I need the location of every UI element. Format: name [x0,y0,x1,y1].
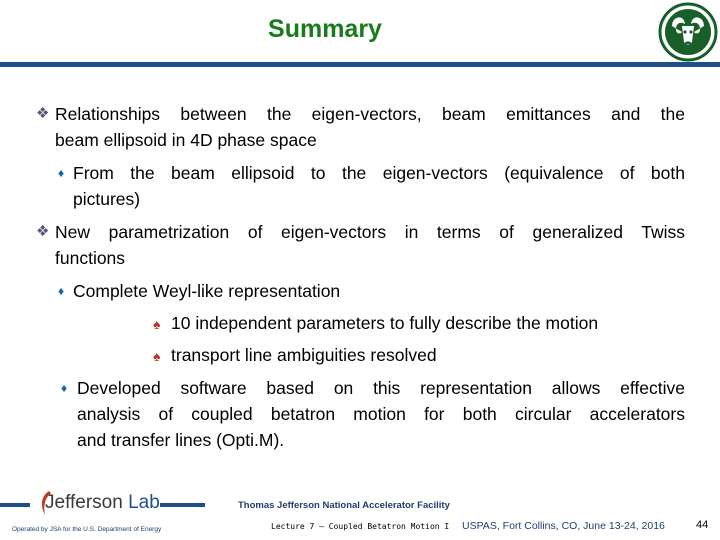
diamond-icon: ♦ [58,284,65,298]
footer-rule [160,503,205,507]
spade-icon: ♠ [153,348,161,364]
bullet-line: functions [55,248,126,268]
bullet-line: Complete Weyl-like representation [73,281,341,301]
footer-rule [0,503,30,507]
diamond-outline-icon: ❖ [36,105,50,122]
diamond-icon: ♦ [58,166,65,180]
jefferson-lab-logo [45,492,160,514]
lecture-title: Lecture 7 – Coupled Betatron Motion I [271,522,450,531]
slide-title: Summary [268,15,382,43]
facility-name: Thomas Jefferson National Accelerator Facility [238,500,450,511]
spade-icon: ♠ [153,316,161,332]
bullet-line: pictures) [73,189,141,209]
bullet-line: beam ellipsoid in 4D phase space [55,130,317,150]
diamond-icon: ♦ [61,381,68,395]
bullet-line: 10 independent parameters to fully describe the motion [171,313,599,333]
venue-date: USPAS, Fort Collins, CO, June 13-24, 2016 [462,520,665,532]
page-number: 44 [696,519,709,531]
jefferson-lab-logo-part1: Jefferson [45,492,123,513]
operated-by-note: Operated by JSA for the U.S. Department of Energy [12,526,162,533]
bullet-line: Developed software based on this representation allows effective [77,378,685,398]
bullet-line: New parametrization of eigen-vectors in terms of generalized Twiss [55,222,685,242]
bullet-line: From the beam ellipsoid to the eigen-vectors (equivalence of both [73,163,685,183]
diamond-outline-icon: ❖ [36,223,50,240]
bullet-line: analysis of coupled betatron motion for both circular accelerators [77,404,685,424]
bullet-line: Relationships between the eigen-vectors, beam emittances and the [55,104,685,124]
bullet-line: and transfer lines (Opti.M). [77,430,285,450]
jefferson-lab-logo-part2: Lab [122,492,160,513]
bullet-line: transport line ambiguities resolved [171,345,437,365]
